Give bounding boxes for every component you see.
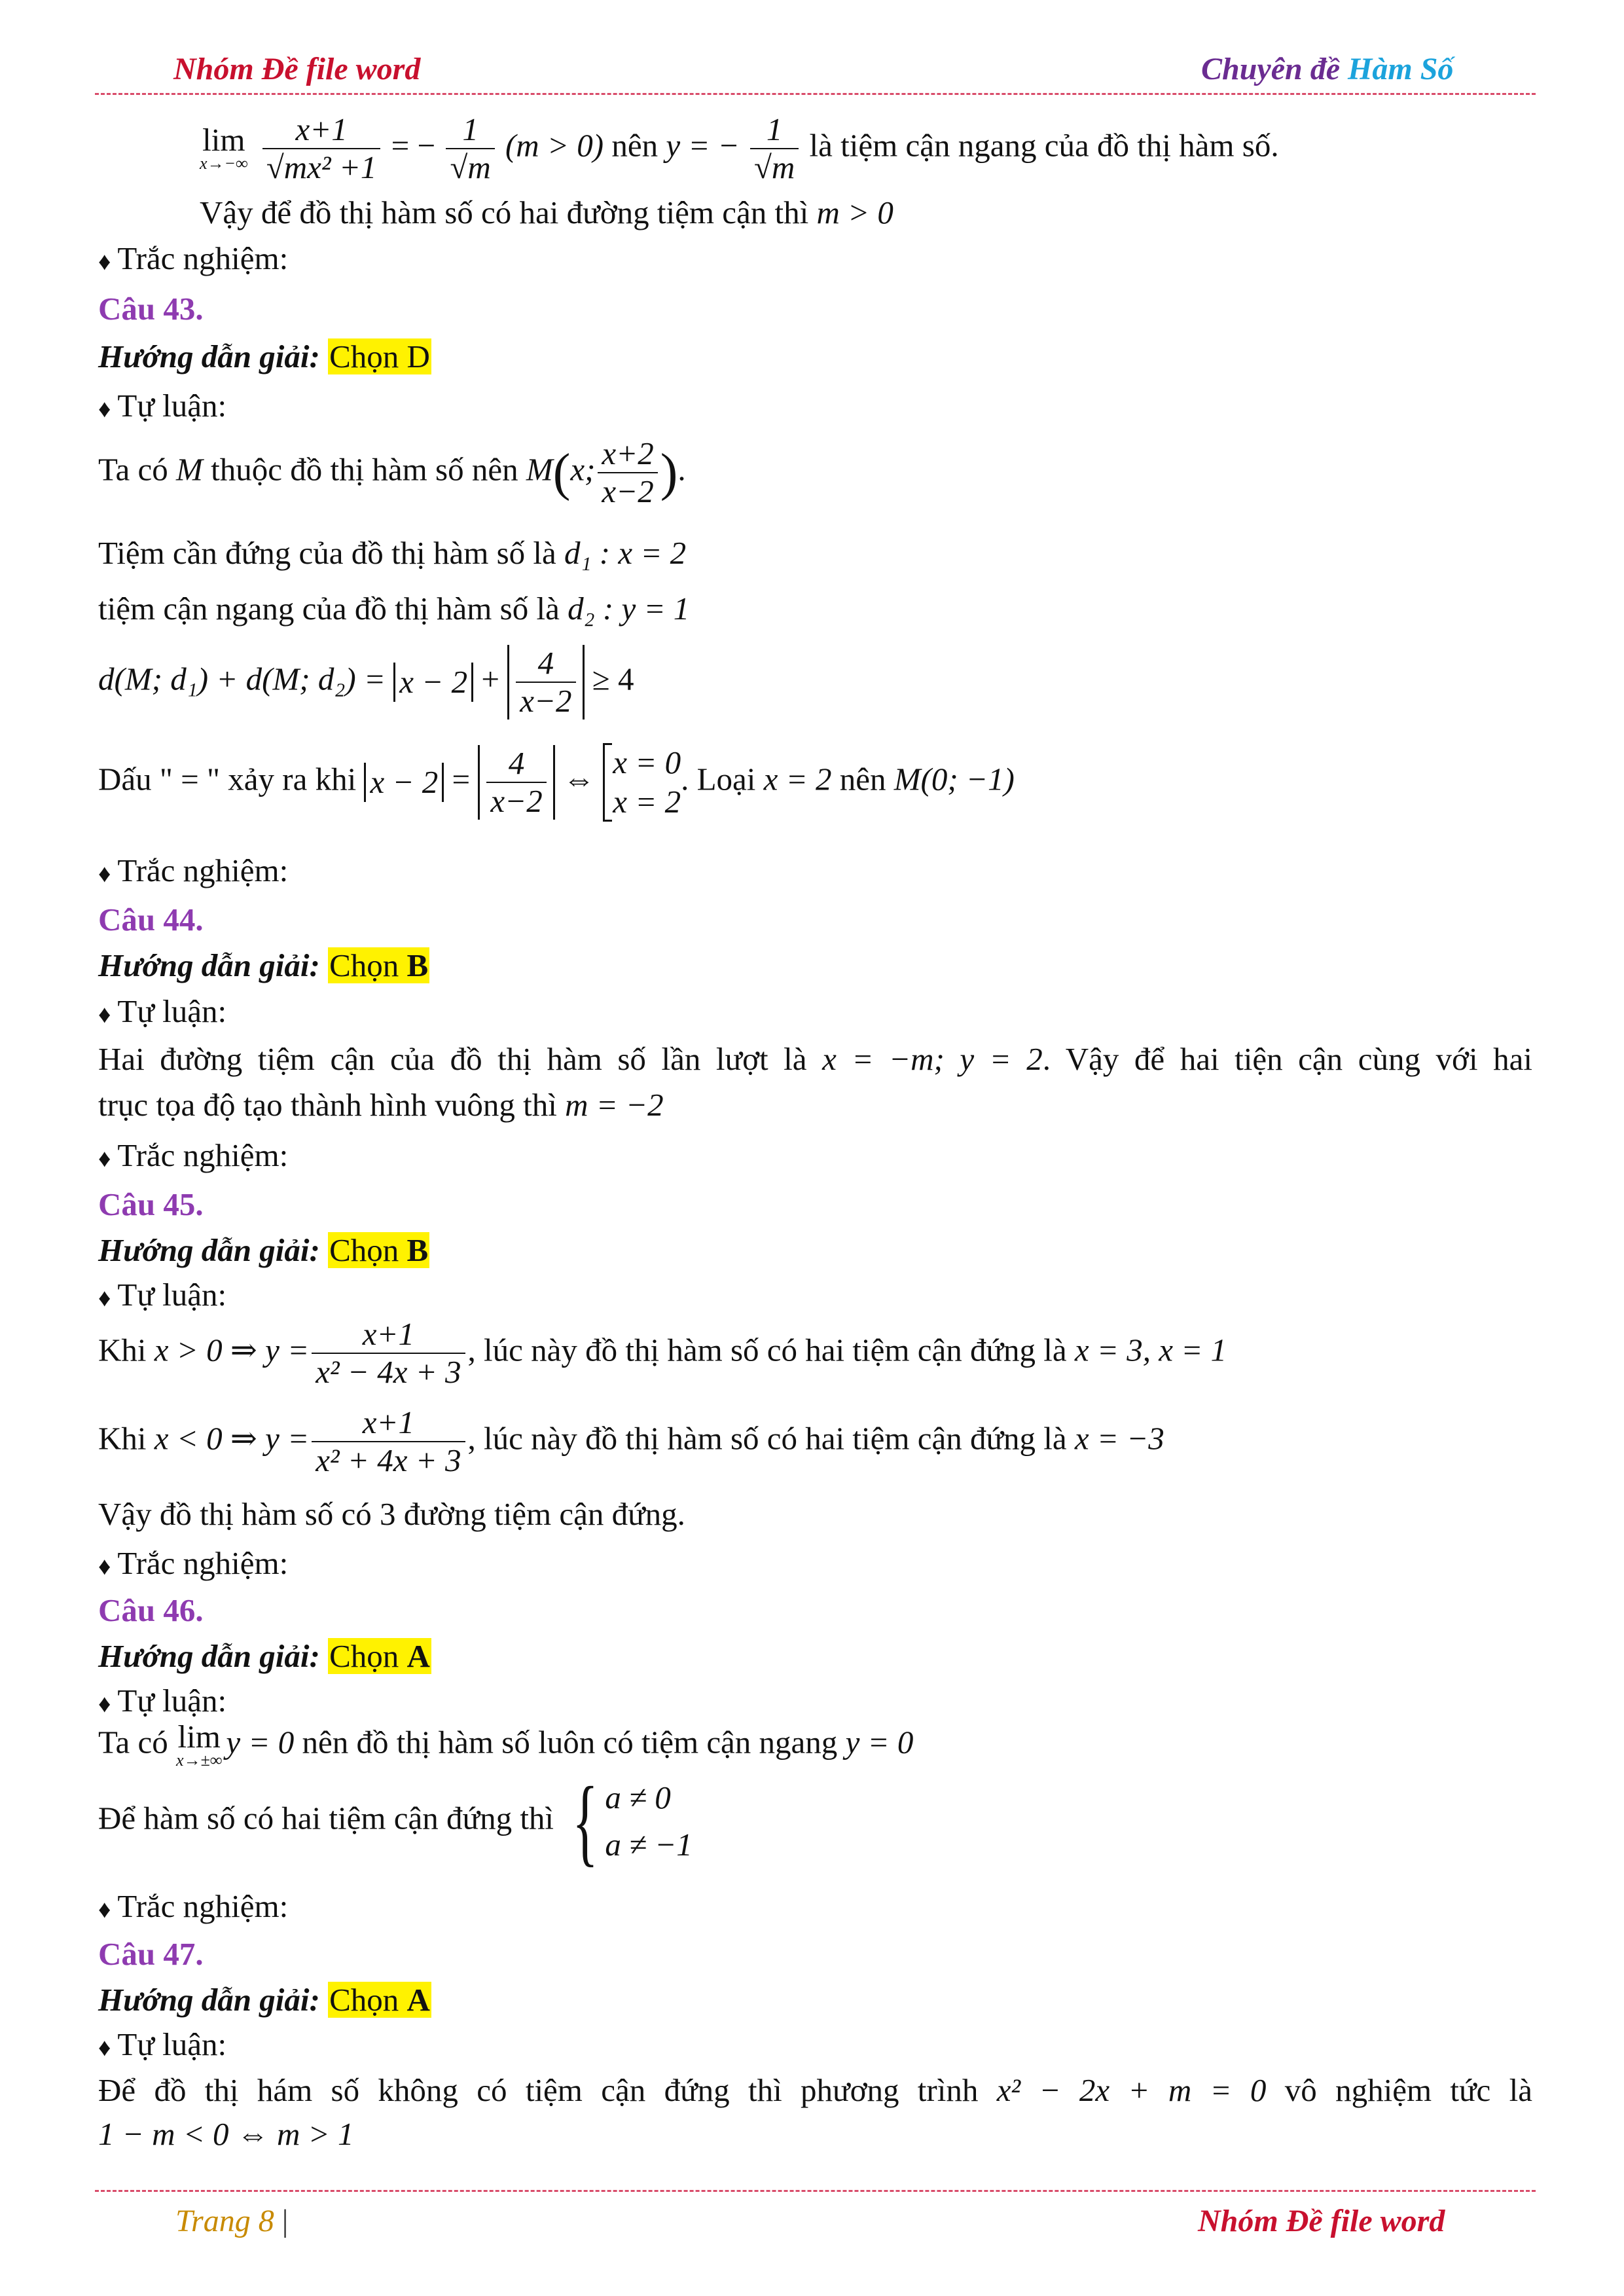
- q45-tuluan: ♦ Tự luận:: [98, 1277, 227, 1313]
- q43-line5: Dấu " = " xảy ra khi x − 2 = $\frac{4}{x-2}$ ⇔ x = 0 x = 2 . Loại x = 2 nên M(0; −1): [98, 743, 1532, 822]
- q47-title: Câu 47.: [98, 1936, 204, 1972]
- frac2: $\frac{1}{√m}$: [446, 111, 494, 186]
- diamond-icon: ♦: [98, 2033, 111, 2062]
- q46-line1: Ta có lim x→±∞ y = 0 nên đồ thị hàm số luôn có tiệm cận ngang y = 0: [98, 1719, 914, 1770]
- eq: = −: [391, 127, 436, 164]
- q45-line3: Vậy đồ thị hàm số có 3 đường tiệm cận đứng.: [98, 1496, 685, 1532]
- q45-line1: Khi x > 0 ⇒ y = $\frac{x+1}{\text{x² − 4x + 3}}$ , lúc này đồ thị hàm số có hai tiệm cận đứng là x = 3, x = 1: [98, 1316, 1227, 1390]
- y-eq: y = −: [666, 127, 740, 164]
- footer-right: Nhóm Đề file word: [1198, 2204, 1445, 2238]
- q46-line2: Để hàm số có hai tiệm cận đứng thì { a ≠ 0 a ≠ −1: [98, 1767, 693, 1876]
- q44-tuluan: ♦ Tự luận:: [98, 993, 227, 1029]
- q47-line2: 1 − m < 0 ⇔ m > 1: [98, 2116, 354, 2152]
- q43-line4: d(M; d₁) + d(M; d₂) = x − 2 + $\frac{4}{x-2}$ ≥ 4: [98, 645, 634, 719]
- q44-title: Câu 44.: [98, 902, 204, 938]
- q43-tuluan: ♦ Tự luận:: [98, 388, 227, 424]
- header-right-part1: Chuyên đề: [1201, 52, 1341, 86]
- diamond-icon: ♦: [98, 1284, 111, 1312]
- q43-line2: Tiệm cần đứng của đồ thị hàm số là d₁ : x = 2: [98, 535, 687, 571]
- header-right: [1201, 51, 1453, 87]
- q44-guide: Hướng dẫn giải: Chọn B: [98, 947, 429, 983]
- page-number: Trang 8 |: [175, 2204, 289, 2238]
- diamond-icon: ♦: [98, 247, 111, 276]
- frac1: $\frac{x+1}{\text{√mx² +1}}$: [262, 111, 381, 186]
- q44-line2: trục tọa độ tạo thành hình vuông thì m = −2: [98, 1087, 664, 1123]
- diamond-icon: ♦: [98, 1552, 111, 1580]
- diamond-icon: ♦: [98, 1895, 111, 1923]
- q46-title: Câu 46.: [98, 1592, 204, 1628]
- q43-guide: Hướng dẫn giải: Chọn D: [98, 338, 430, 374]
- q45-title: Câu 45.: [98, 1186, 204, 1222]
- q47-tuluan: ♦ Tự luận:: [98, 2026, 227, 2062]
- bracket-or: x = 0 x = 2: [603, 743, 681, 822]
- diamond-icon: ♦: [98, 1144, 111, 1173]
- footer-divider: [95, 2190, 1536, 2192]
- tracnghiem-5: ♦ Trắc nghiệm:: [98, 1888, 289, 1924]
- tracnghiem-4: ♦ Trắc nghiệm:: [98, 1545, 289, 1581]
- brace-system: {: [572, 1767, 599, 1876]
- frac3: $\frac{1}{√m}$: [750, 111, 799, 186]
- q43-title: Câu 43.: [98, 291, 204, 327]
- q45-guide: Hướng dẫn giải: Chọn B: [98, 1232, 429, 1268]
- diamond-icon: ♦: [98, 395, 111, 423]
- top-limit-line: [200, 111, 1532, 186]
- tracnghiem-2: ♦ Trắc nghiệm:: [98, 852, 289, 888]
- q43-line1: Ta có M thuộc đồ thị hàm số nên M(x; $\frac{x+2}{x-2}$ ).: [98, 435, 686, 509]
- cond: (m > 0): [505, 127, 604, 164]
- q47-guide: Hướng dẫn giải: Chọn A: [98, 1982, 430, 2018]
- top-tail: là tiệm cận ngang của đồ thị hàm số.: [809, 127, 1279, 164]
- q46-tuluan: ♦ Tự luận:: [98, 1683, 227, 1719]
- header-divider: [95, 93, 1536, 95]
- top-line2: Vậy để đồ thị hàm số có hai đường tiệm cận thì m > 0: [200, 194, 893, 230]
- header-left: Nhóm Đề file word: [173, 52, 421, 86]
- tracnghiem-3: ♦ Trắc nghiệm:: [98, 1137, 289, 1173]
- lim-expr: lim x→−∞: [200, 122, 248, 173]
- then-word: nên: [611, 127, 659, 164]
- diamond-icon: ♦: [98, 1000, 111, 1029]
- diamond-icon: ♦: [98, 1690, 111, 1718]
- q47-line1: Để đồ thị hám số không có tiệm cận đứng thì phương trình x² − 2x + m = 0 vô nghiệm tức là: [98, 2072, 1532, 2108]
- q45-line2: Khi x < 0 ⇒ y = $\frac{x+1}{\text{x² + 4x + 3}}$ , lúc này đồ thị hàm số có hai tiệm cận đứng là x = −3: [98, 1404, 1164, 1478]
- diamond-icon: ♦: [98, 860, 111, 888]
- tracnghiem-1: ♦ Trắc nghiệm:: [98, 240, 289, 276]
- q43-line3: tiệm cận ngang của đồ thị hàm số là d₂ : y = 1: [98, 591, 690, 627]
- q46-guide: Hướng dẫn giải: Chọn A: [98, 1638, 430, 1674]
- q44-line1: Hai đường tiệm cận của đồ thị hàm số lần lượt là x = −m; y = 2. Vậy để hai tiện cận cùng với hai: [98, 1041, 1532, 1077]
- header-right-part2: Hàm Số: [1348, 52, 1454, 86]
